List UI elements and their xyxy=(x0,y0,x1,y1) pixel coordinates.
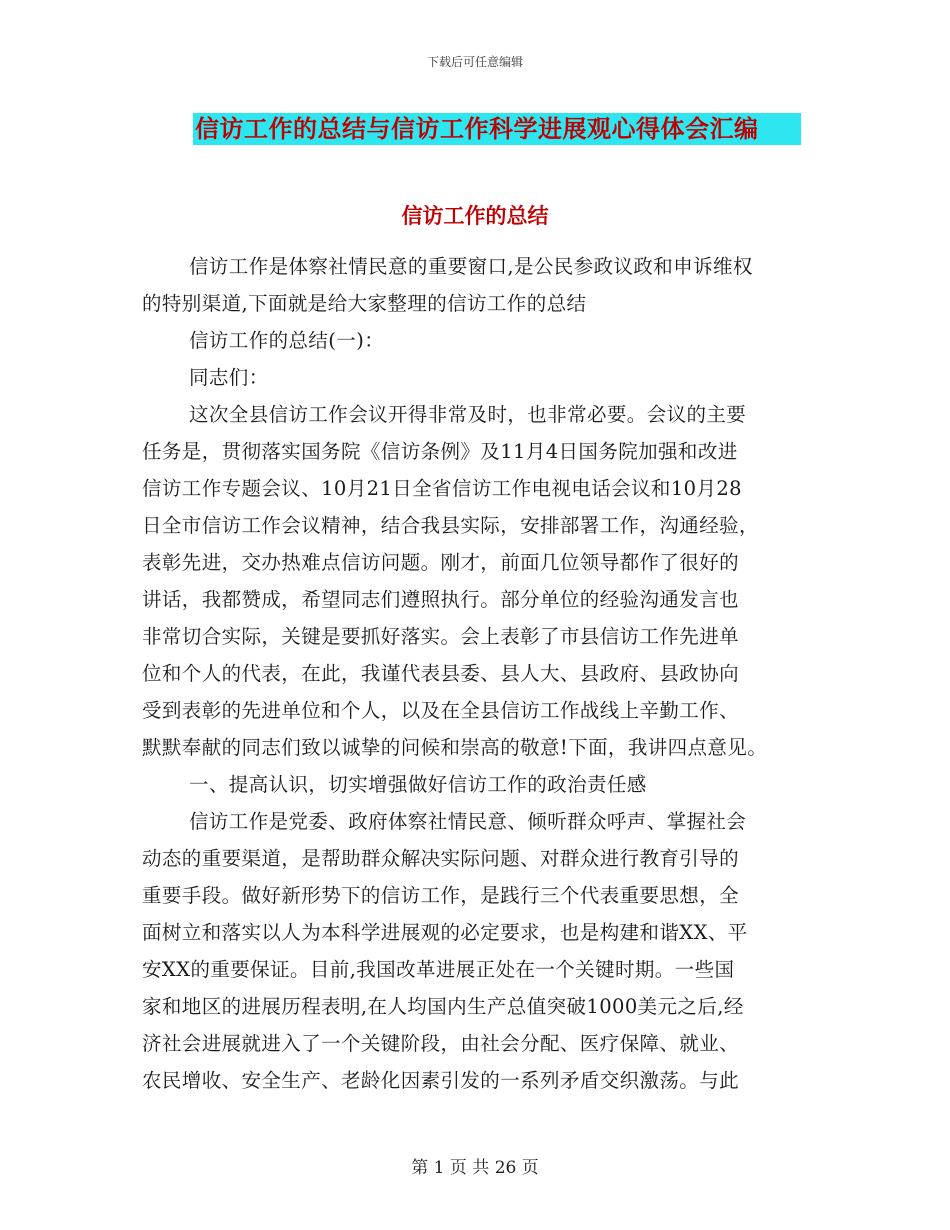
paragraph-line: 重要手段。做好新形势下的信访工作，是践行三个代表重要思想，全 xyxy=(142,884,740,907)
paragraph-line: 表彰先进，交办热难点信访问题。刚才，前面几位领导都作了很好的 xyxy=(142,551,740,574)
paragraph-line: 默默奉献的同志们致以诚挚的问候和崇高的敬意!下面，我讲四点意见。 xyxy=(142,736,768,759)
paragraph-line: 信访工作专题会议、10月21日全省信访工作电视电话会议和10月28 xyxy=(142,477,742,500)
paragraph-line: 非常切合实际，关键是要抓好落实。会上表彰了市县信访工作先进单 xyxy=(142,625,740,648)
paragraph-line: 同志们： xyxy=(189,366,269,389)
paragraph-line: 讲话，我都赞成，希望同志们遵照执行。部分单位的经验沟通发言也 xyxy=(142,588,740,611)
paragraph-line: 位和个人的代表，在此，我谨代表县委、县人大、县政府、县政协向 xyxy=(142,662,740,685)
paragraph-line: 信访工作是党委、政府体察社情民意、倾听群众呼声、掌握社会 xyxy=(189,810,747,833)
paragraph-line: 的特别渠道,下面就是给大家整理的信访工作的总结 xyxy=(142,292,587,315)
section-title: 信访工作的总结 xyxy=(401,204,549,228)
paragraph-line: 受到表彰的先进单位和个人，以及在全县信访工作战线上辛勤工作、 xyxy=(142,699,740,722)
paragraph-line: 济社会进展就进入了一个关键阶段，由社会分配、医疗保障、就业、 xyxy=(142,1032,740,1055)
paragraph-line: 这次全县信访工作会议开得非常及时，也非常必要。会议的主要 xyxy=(189,403,747,426)
paragraph-line: 信访工作的总结(一)： xyxy=(189,329,385,352)
paragraph-line: 农民增收、安全生产、老龄化因素引发的一系列矛盾交织激荡。与此 xyxy=(142,1069,740,1092)
paragraph-line: 安XX的重要保证。目前,我国改革进展正处在一个关键时期。一些国 xyxy=(142,958,735,981)
document-title-highlight xyxy=(193,113,801,145)
paragraph-line: 动态的重要渠道，是帮助群众解决实际问题、对群众进行教育引导的 xyxy=(142,847,740,870)
paragraph-line: 一、提高认识，切实增强做好信访工作的政治责任感 xyxy=(189,773,647,796)
document-title: 信访工作的总结与信访工作科学进展观心得体会汇编 xyxy=(195,115,759,143)
paragraph-line: 面树立和落实以人为本科学进展观的必定要求，也是构建和谐XX、平 xyxy=(142,921,748,944)
paragraph-line: 家和地区的进展历程表明,在人均国内生产总值突破1000美元之后,经 xyxy=(142,995,744,1018)
page-number-footer: 第 1 页 共 26 页 xyxy=(411,1158,539,1178)
paragraph-line: 信访工作是体察社情民意的重要窗口,是公民参政议政和申诉维权 xyxy=(189,255,753,278)
paragraph-line: 任务是，贯彻落实国务院《信访条例》及11月4日国务院加强和改进 xyxy=(142,440,738,463)
page-header-note: 下载后可任意编辑 xyxy=(426,55,523,69)
paragraph-line: 日全市信访工作会议精神，结合我县实际，安排部署工作，沟通经验， xyxy=(142,514,759,537)
